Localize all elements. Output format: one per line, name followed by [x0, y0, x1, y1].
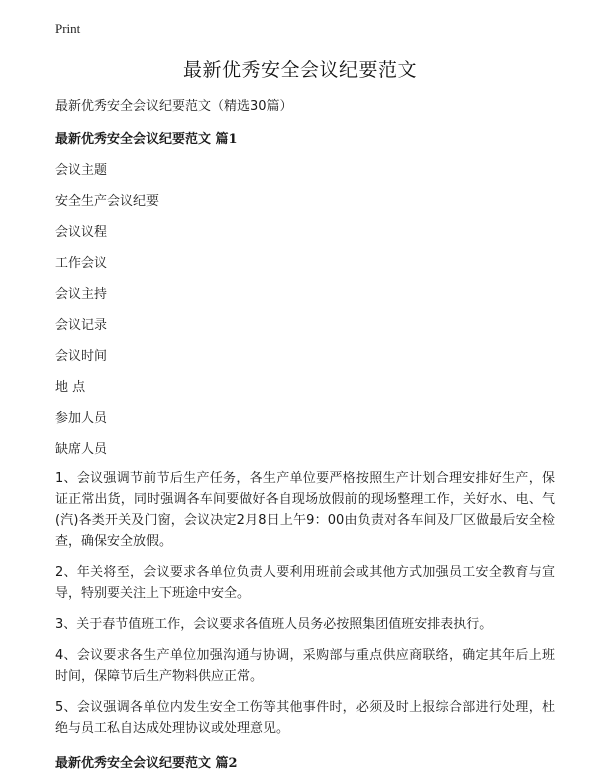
paragraph: 2、年关将至，会议要求各单位负责人要利用班前会或其他方式加强员工安全教育与宣导，特别要关注上下班途中安全。: [55, 565, 555, 601]
list-item: 会议时间: [55, 349, 108, 364]
list-item: 缺席人员: [55, 442, 108, 457]
list-item: 会议议程: [55, 225, 108, 240]
print-link[interactable]: Print: [55, 21, 81, 36]
document-body: [55, 96, 555, 774]
section-heading-2: 最新优秀安全会议纪要范文 篇2: [55, 756, 238, 771]
paragraph: 4、会议要求各生产单位加强沟通与协调，采购部与重点供应商联络，确定其年后上班时间，保障节后生产物料供应正常。: [55, 648, 555, 684]
list-item: 会议记录: [55, 318, 108, 333]
list-item: 地 点: [55, 380, 86, 395]
paragraph: 1、会议强调节前节后生产任务，各生产单位要严格按照生产计划合理安排好生产，保证正常出货，同时强调各车间要做好各自现场放假前的现场整理工作，关好水、电、气(汽)各类开关及门窗，会议决定2月8日上午9：00由负责对各车间及厂区做最后安全检查，确保安全放假。: [55, 471, 555, 549]
section-heading-1: 最新优秀安全会议纪要范文 篇1: [55, 132, 238, 147]
list-item: 会议主持: [55, 287, 108, 302]
list-item: 安全生产会议纪要: [55, 194, 160, 209]
meeting-fields-list: [55, 160, 555, 460]
list-item: 参加人员: [55, 411, 108, 426]
list-item: 会议主题: [55, 163, 108, 178]
document-title: 最新优秀安全会议纪要范文: [182, 59, 417, 81]
paragraph: 5、会议强调各单位内发生安全工伤等其他事件时，必须及时上报综合部进行处理，杜绝与员工私自达成处理协议或处理意见。: [55, 700, 555, 736]
document-subtitle: 最新优秀安全会议纪要范文（精选30篇）: [55, 99, 293, 114]
list-item: 工作会议: [55, 256, 108, 271]
paragraph: 3、关于春节值班工作，会议要求各值班人员务必按照集团值班安排表执行。: [55, 617, 493, 632]
